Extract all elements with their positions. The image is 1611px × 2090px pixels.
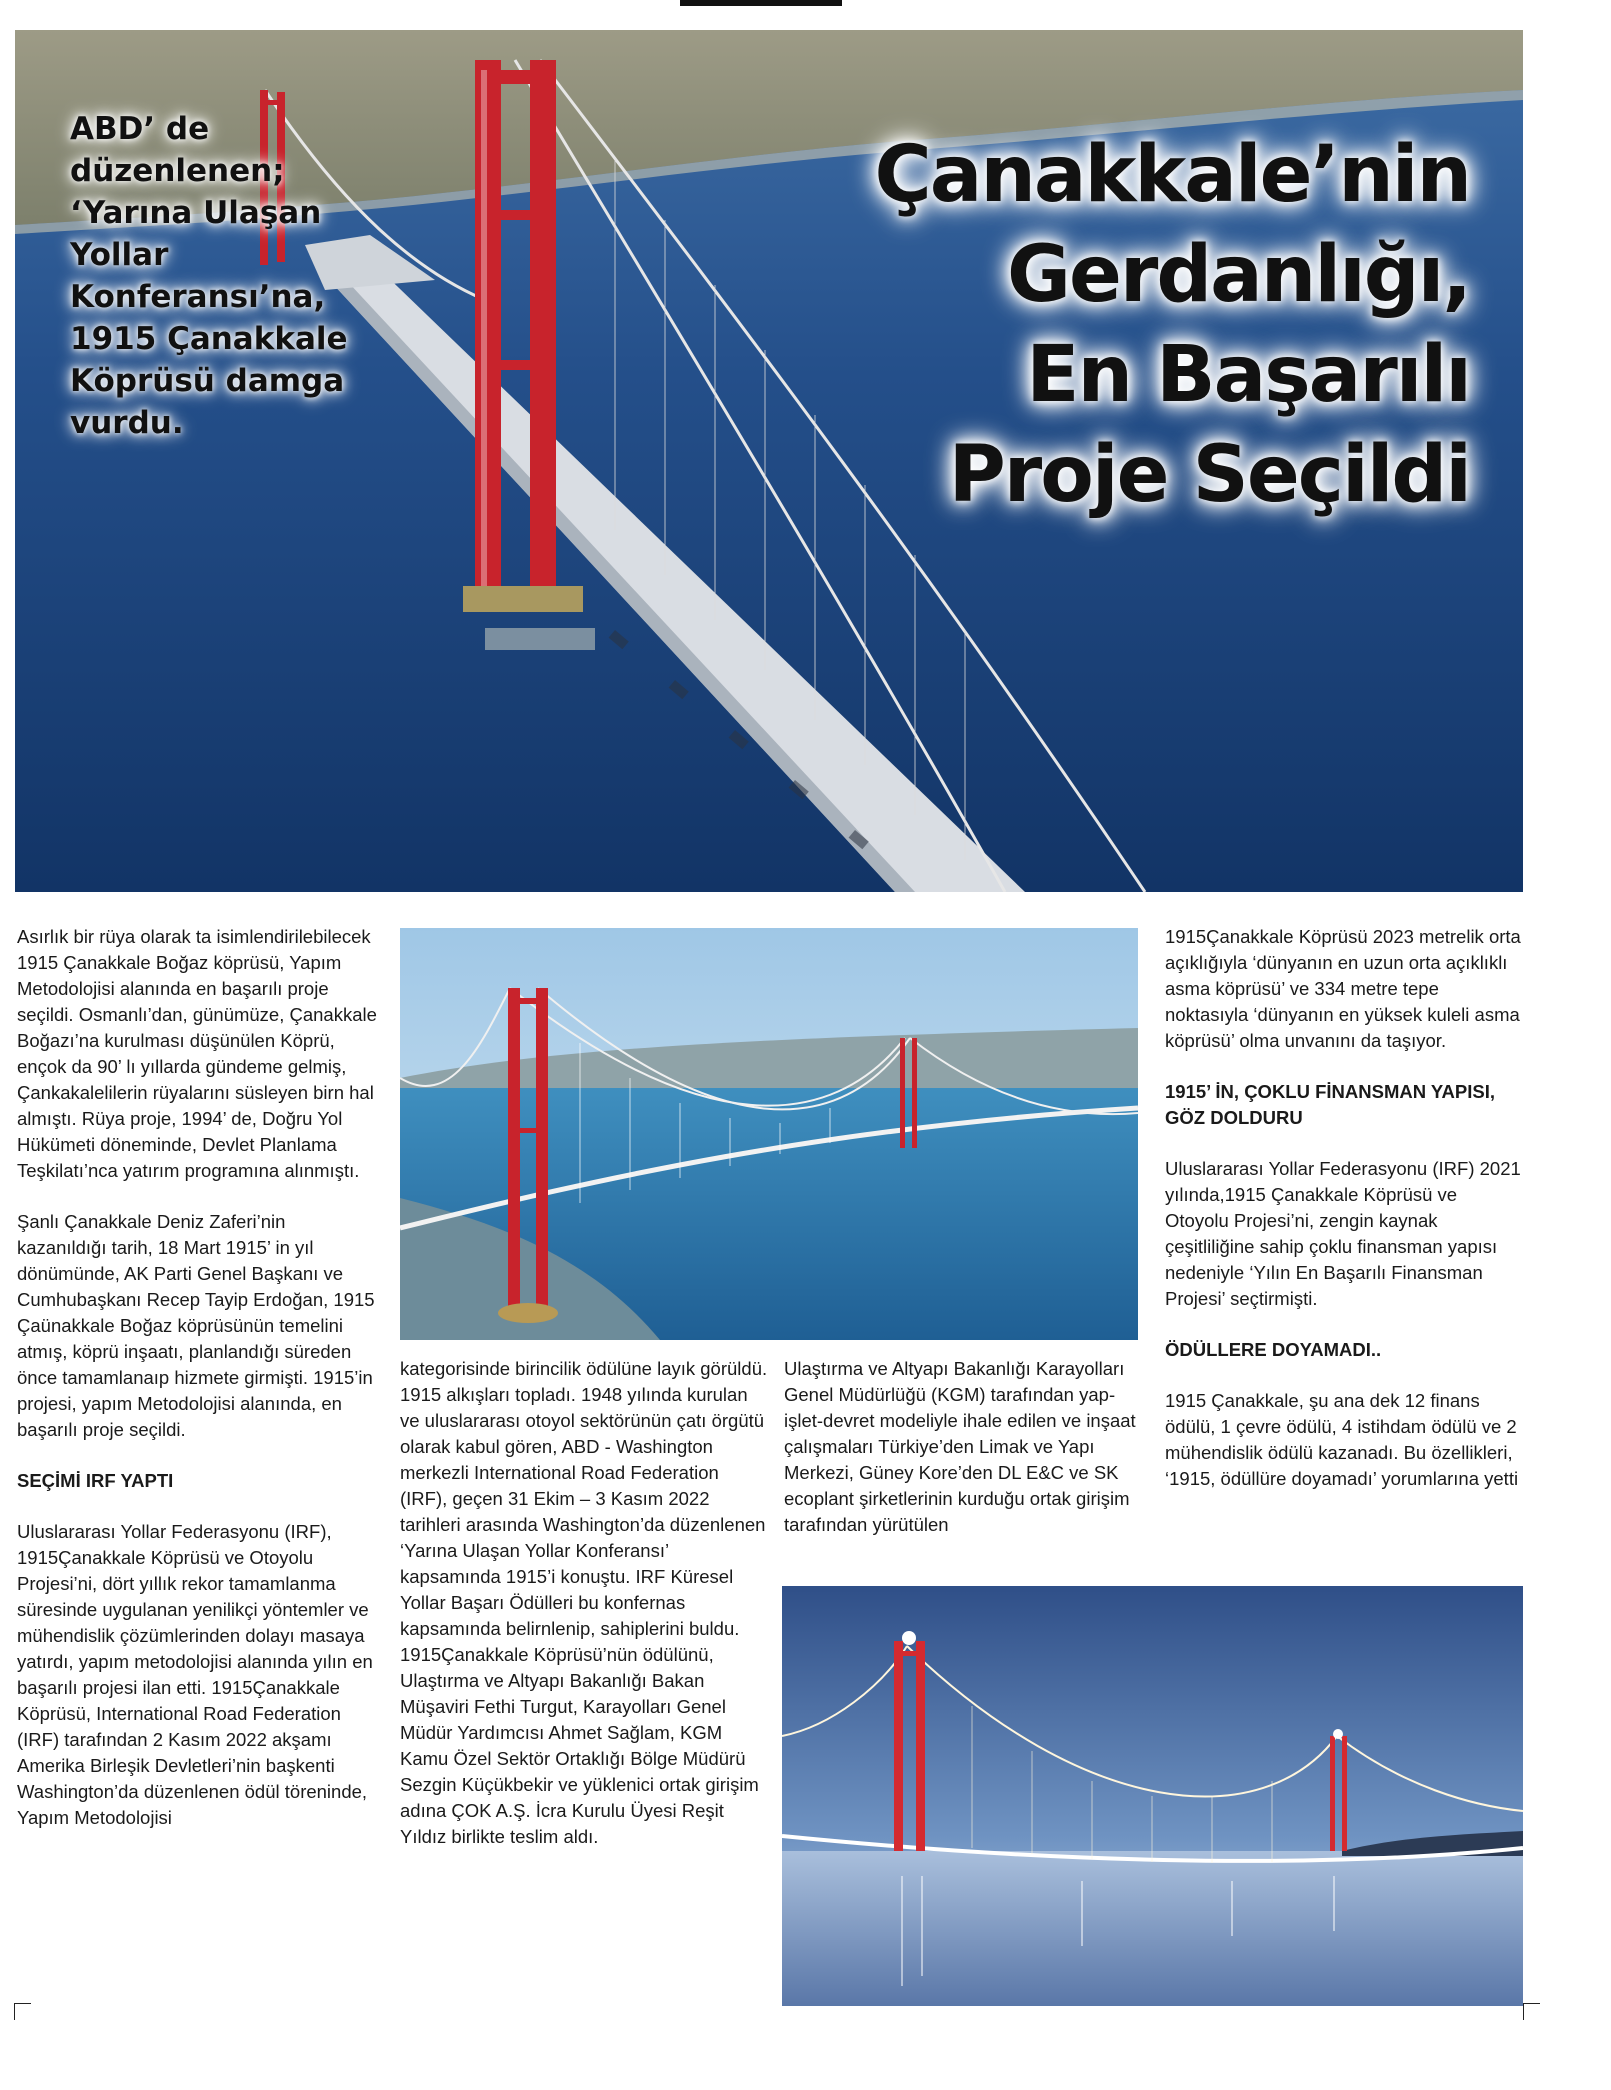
col4-paragraph-2: Uluslararası Yollar Federasyonu (IRF) 2021 yılında,1915 Çanakkale Köprüsü ve Otoyolu Projesi’ni, zengin kaynak çeşitliliğine sahip çoklu finansman yapısı nedeniyle ‘Yılın En Başarılı Finansman Projesi’ seçtirmişti. xyxy=(1165,1158,1521,1309)
article-column-2 xyxy=(400,1356,768,1850)
headline-line-4: Proje Seçildi xyxy=(948,430,1470,520)
bridge-daytime-illustration xyxy=(400,928,1138,1340)
main-headline xyxy=(765,125,1470,525)
col4-subheading-1: 1915’ İN, ÇOKLU FİNANSMAN YAPISI, GÖZ DOLDURU xyxy=(1165,1081,1496,1128)
bridge-daytime-photo xyxy=(400,928,1138,1340)
col4-paragraph-3: 1915 Çanakkale, şu ana dek 12 finans ödülü, 1 çevre ödülü, 4 istihdam ödülü ve 2 mühendislik ödülü kazanadı. Bu özellikleri, ‘1915, ödüllüre doyamadı’ yorumlarına yetti xyxy=(1165,1390,1519,1489)
col1-paragraph-1: Asırlık bir rüya olarak ta isimlendirilebilecek 1915 Çanakkale Boğaz köprüsü, Yapım Metodolojisi alanında en başarılı proje seçildi. Osmanlı’dan, günümüze, Çanakkale Boğazı’na kurulması düşünülen Köprü, ençok da 90’ lı yıllarda gündeme gelmiş, Çankakalelilerin rüyalarını süsleyen birn hal almıştı. Rüya proje, 1994’ de, Doğru Yol Hükümeti döneminde, Devlet Planlama Teşkilatı’nca yatırım programına alınmıştı. xyxy=(17,926,377,1181)
col1-subheading: SEÇİMİ IRF YAPTI xyxy=(17,1470,174,1491)
col1-paragraph-2: Şanlı Çanakkale Deniz Zaferi’nin kazanıldığı tarih, 18 Mart 1915’ in yıl dönümünde, AK Parti Genel Başkanı ve Cumhubaşkanı Recep Tayip Erdoğan, 1915 Çaünakkale Boğaz köprüsünün temelini atmış, köprü inşaatı, planlandığı süreden önce tamamlanaıp hizmete girmişti. 1915’in projesi, yapım Metodolojisi alanında, en başarılı proje seçildi. xyxy=(17,1211,375,1440)
col2-paragraph: kategorisinde birincilik ödülüne layık görüldü. 1915 alkışları topladı. 1948 yılında kurulan ve uluslararası otoyol sektörünün çatı örgütü olarak kabul gören, ABD - Washington merkezli International Road Federation (IRF), geçen 31 Ekim – 3 Kasım 2022 tarihleri arasında Washington’da düzenlenen ‘Yarına Ulaşan Yollar Konferansı’ kapsamında 1915’i konuştu. IRF Küresel Yollar Başarı Ödülleri bu konfernas kapsamında belirnlenip, sahiplerini buldu. 1915Çanakkale Köprüsü’nün ödülünü, Ulaştırma ve Altyapı Bakanlığı Bakan Müşaviri Fethi Turgut, Karayolları Genel Müdür Yardımcısı Ahmet Sağlam, KGM Kamu Özel Sektör Ortaklığı Bölge Müdürü Sezgin Küçükbekir ve yüklenici ortak girişim adına ÇOK A.Ş. İcra Kurulu Üyesi Reşit Yıldız birlikte teslim aldı. xyxy=(400,1358,768,1847)
col4-paragraph-1: 1915Çanakkale Köprüsü 2023 metrelik orta açıklığıyla ‘dünyanın en uzun orta açıklıklı asma köprüsü’ ve 334 metre tepe noktasıyla ‘dünyanın en yüksek kuleli asma köprüsü’ olma unvanını da taşıyor. xyxy=(1165,926,1521,1051)
article-column-3 xyxy=(784,1356,1144,1538)
col3-paragraph: Ulaştırma ve Altyapı Bakanlığı Karayolları Genel Müdürlüğü (KGM) tarafından yap- işlet-devret modeliyle ihale edilen ve inşaat çalışmaları Türkiye’den Limak ve Yapı Merkezi, Güney Kore’den DL E&C ve SK ecoplant şirketlerinin kurduğu ortak girişim tarafından yürütülen xyxy=(784,1358,1136,1535)
bridge-night-illustration xyxy=(782,1586,1523,2006)
article-column-1 xyxy=(17,924,377,1831)
article-column-4 xyxy=(1165,924,1525,1492)
bridge-night-photo xyxy=(782,1586,1523,2006)
col1-paragraph-3: Uluslararası Yollar Federasyonu (IRF), 1915Çanakkale Köprüsü ve Otoyolu Projesi’ni, dört yıllık rekor tamamlanma süresinde uygulanan yenilikçi yöntemler ve mühendislik çözümlerinden dolayı masaya yatırdı, yapım metodolojisi alanında yılın en başarılı projesi ilan etti. 1915Çanakkale Köprüsü, International Road Federation (IRF) tarafından 2 Kasım 2022 akşamı Amerika Birleşik Devletleri’nin başkenti Washington’da düzenlenen ödül töreninde, Yapım Metodolojisi xyxy=(17,1521,373,1828)
headline-line-3: En Başarılı xyxy=(1026,330,1470,420)
hero-bridge-photo xyxy=(15,30,1523,892)
headline-line-1: Çanakkale’nin xyxy=(874,130,1470,220)
headline-line-2: Gerdanlığı, xyxy=(1006,230,1470,320)
top-rule xyxy=(680,0,842,6)
col4-subheading-2: ÖDÜLLERE DOYAMADI.. xyxy=(1165,1339,1382,1360)
hero-kicker-text: ABD’ de düzenlenen; ‘Yarına Ulaşan Yollar Konferansı’na, 1915 Çanakkale Köprüsü damga vurdu. xyxy=(70,111,348,441)
crop-mark-left xyxy=(14,2003,31,2020)
crop-mark-right xyxy=(1523,2003,1540,2020)
